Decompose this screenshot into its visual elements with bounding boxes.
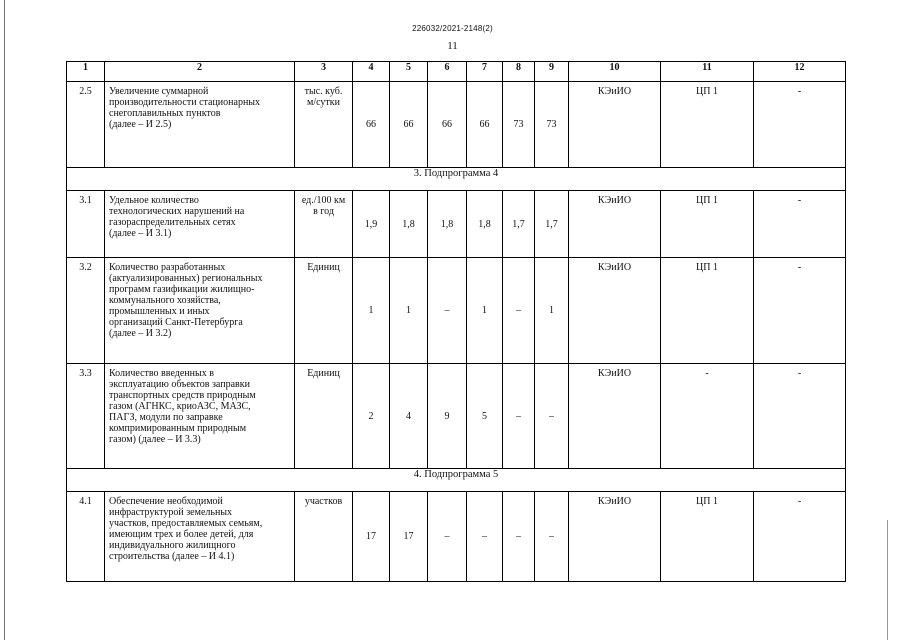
year-value: –	[503, 492, 535, 582]
unit-of-measure	[295, 191, 353, 258]
table-row	[67, 258, 846, 364]
col-number: 11	[661, 62, 754, 82]
year-value: 1	[535, 258, 569, 364]
indicator-line: ПАГЗ, модули по заправке	[109, 412, 223, 423]
row-number: 3.3	[67, 364, 105, 469]
year-value: 17	[353, 492, 390, 582]
year-value: 73	[535, 82, 569, 168]
indicator-line: имеющим трех и более детей, для	[109, 529, 254, 540]
indicator-line: строительства (далее – И 4.1)	[109, 551, 235, 562]
row-number: 3.2	[67, 258, 105, 364]
indicator-name	[105, 82, 295, 168]
target-program: -	[661, 364, 754, 469]
target-program: ЦП 1	[661, 191, 754, 258]
year-value: 1	[467, 258, 503, 364]
section-header-row	[67, 469, 846, 492]
year-value: 73	[503, 82, 535, 168]
indicator-line: инфраструктурой земельных	[109, 507, 233, 518]
year-value: 1,8	[428, 191, 467, 258]
year-value: 1	[353, 258, 390, 364]
year-value: 1,8	[390, 191, 428, 258]
year-value: 1,7	[535, 191, 569, 258]
year-value: –	[503, 258, 535, 364]
year-value: 17	[390, 492, 428, 582]
col-number: 2	[105, 62, 295, 82]
indicator-name	[105, 258, 295, 364]
section-header-row	[67, 168, 846, 191]
column-12-value: -	[754, 492, 846, 582]
col-number: 1	[67, 62, 105, 82]
page-number: 11	[447, 40, 458, 52]
year-value: –	[428, 258, 467, 364]
col-number: 10	[569, 62, 661, 82]
indicator-line: Количество разработанных	[109, 262, 226, 273]
year-value: –	[467, 492, 503, 582]
indicator-line: коммунального хозяйства,	[109, 295, 221, 306]
indicator-line: Количество введенных в	[109, 368, 214, 379]
year-value: 66	[390, 82, 428, 168]
unit-line: Единиц	[307, 368, 340, 379]
indicator-line: газораспределительных сетях	[109, 217, 236, 228]
unit-of-measure	[295, 82, 353, 168]
responsible-executor: КЭиИО	[569, 82, 661, 168]
year-value: 5	[467, 364, 503, 469]
col-number: 4	[353, 62, 390, 82]
responsible-executor: КЭиИО	[569, 364, 661, 469]
unit-line: участков	[304, 496, 343, 507]
year-value: 1,9	[353, 191, 390, 258]
col-number: 5	[390, 62, 428, 82]
indicator-line: (актуализированных) региональных	[109, 273, 263, 284]
column-number-row	[67, 62, 846, 82]
table-row	[67, 191, 846, 258]
indicator-line: индивидуального жилищного	[109, 540, 236, 551]
indicator-line: производительности стационарных	[109, 97, 261, 108]
indicator-line: (далее – И 3.2)	[109, 328, 172, 339]
responsible-executor: КЭиИО	[569, 191, 661, 258]
indicator-name	[105, 364, 295, 469]
section-title: 3. Подпрограмма 4	[67, 168, 846, 191]
target-program: ЦП 1	[661, 492, 754, 582]
document-id: 226032/2021-2148(2)	[412, 24, 493, 33]
unit-of-measure	[295, 258, 353, 364]
table-row	[67, 82, 846, 168]
indicator-line: транспортных средств природным	[109, 390, 256, 401]
year-value: –	[503, 364, 535, 469]
year-value: 1	[390, 258, 428, 364]
column-12-value: -	[754, 258, 846, 364]
year-value: 66	[467, 82, 503, 168]
column-12-value: -	[754, 191, 846, 258]
scan-edge-line-right	[887, 520, 888, 640]
year-value: –	[535, 492, 569, 582]
col-number: 8	[503, 62, 535, 82]
indicator-line: организаций Санкт-Петербурга	[109, 317, 243, 328]
column-12-value: -	[754, 82, 846, 168]
year-value: 2	[353, 364, 390, 469]
year-value: 4	[390, 364, 428, 469]
unit-line: Единиц	[307, 262, 340, 273]
indicator-line: газом (АГНКС, криоАЗС, МАЗС,	[109, 401, 251, 412]
unit-line: тыс. куб.	[304, 86, 343, 97]
year-value: 1,8	[467, 191, 503, 258]
unit-line: м/сутки	[307, 97, 340, 108]
indicator-line: технологических нарушений на	[109, 206, 245, 217]
unit-of-measure	[295, 492, 353, 582]
col-number: 12	[754, 62, 846, 82]
indicator-line: (далее – И 3.1)	[109, 228, 172, 239]
column-12-value: -	[754, 364, 846, 469]
col-number: 9	[535, 62, 569, 82]
indicator-line: промышленных и иных	[109, 306, 210, 317]
responsible-executor: КЭиИО	[569, 258, 661, 364]
col-number: 6	[428, 62, 467, 82]
indicator-name	[105, 492, 295, 582]
indicator-line: Обеспечение необходимой	[109, 496, 223, 507]
indicator-line: программ газификации жилищно-	[109, 284, 255, 295]
indicator-line: эксплуатацию объектов заправки	[109, 379, 250, 390]
scan-edge-line	[4, 0, 5, 640]
year-value: 1,7	[503, 191, 535, 258]
indicator-line: компримированным природным	[109, 423, 247, 434]
row-number: 3.1	[67, 191, 105, 258]
indicators-table	[66, 61, 846, 582]
unit-line: ед./100 км	[301, 195, 346, 206]
row-number: 2.5	[67, 82, 105, 168]
indicator-line: Увеличение суммарной	[109, 86, 209, 97]
col-number: 3	[295, 62, 353, 82]
table-row	[67, 364, 846, 469]
unit-line: в год	[313, 206, 334, 217]
table-row	[67, 492, 846, 582]
indicator-line: газом) (далее – И 3.3)	[109, 434, 201, 445]
indicator-name	[105, 191, 295, 258]
year-value: –	[535, 364, 569, 469]
year-value: 66	[353, 82, 390, 168]
target-program: ЦП 1	[661, 82, 754, 168]
indicator-line: снегоплавильных пунктов	[109, 108, 221, 119]
year-value: 9	[428, 364, 467, 469]
year-value: 66	[428, 82, 467, 168]
year-value: –	[428, 492, 467, 582]
indicator-line: Удельное количество	[109, 195, 199, 206]
indicator-line: (далее – И 2.5)	[109, 119, 172, 130]
section-title: 4. Подпрограмма 5	[67, 469, 846, 492]
target-program: ЦП 1	[661, 258, 754, 364]
unit-of-measure	[295, 364, 353, 469]
indicator-line: участков, предоставляемых семьям,	[109, 518, 263, 529]
responsible-executor: КЭиИО	[569, 492, 661, 582]
row-number: 4.1	[67, 492, 105, 582]
col-number: 7	[467, 62, 503, 82]
